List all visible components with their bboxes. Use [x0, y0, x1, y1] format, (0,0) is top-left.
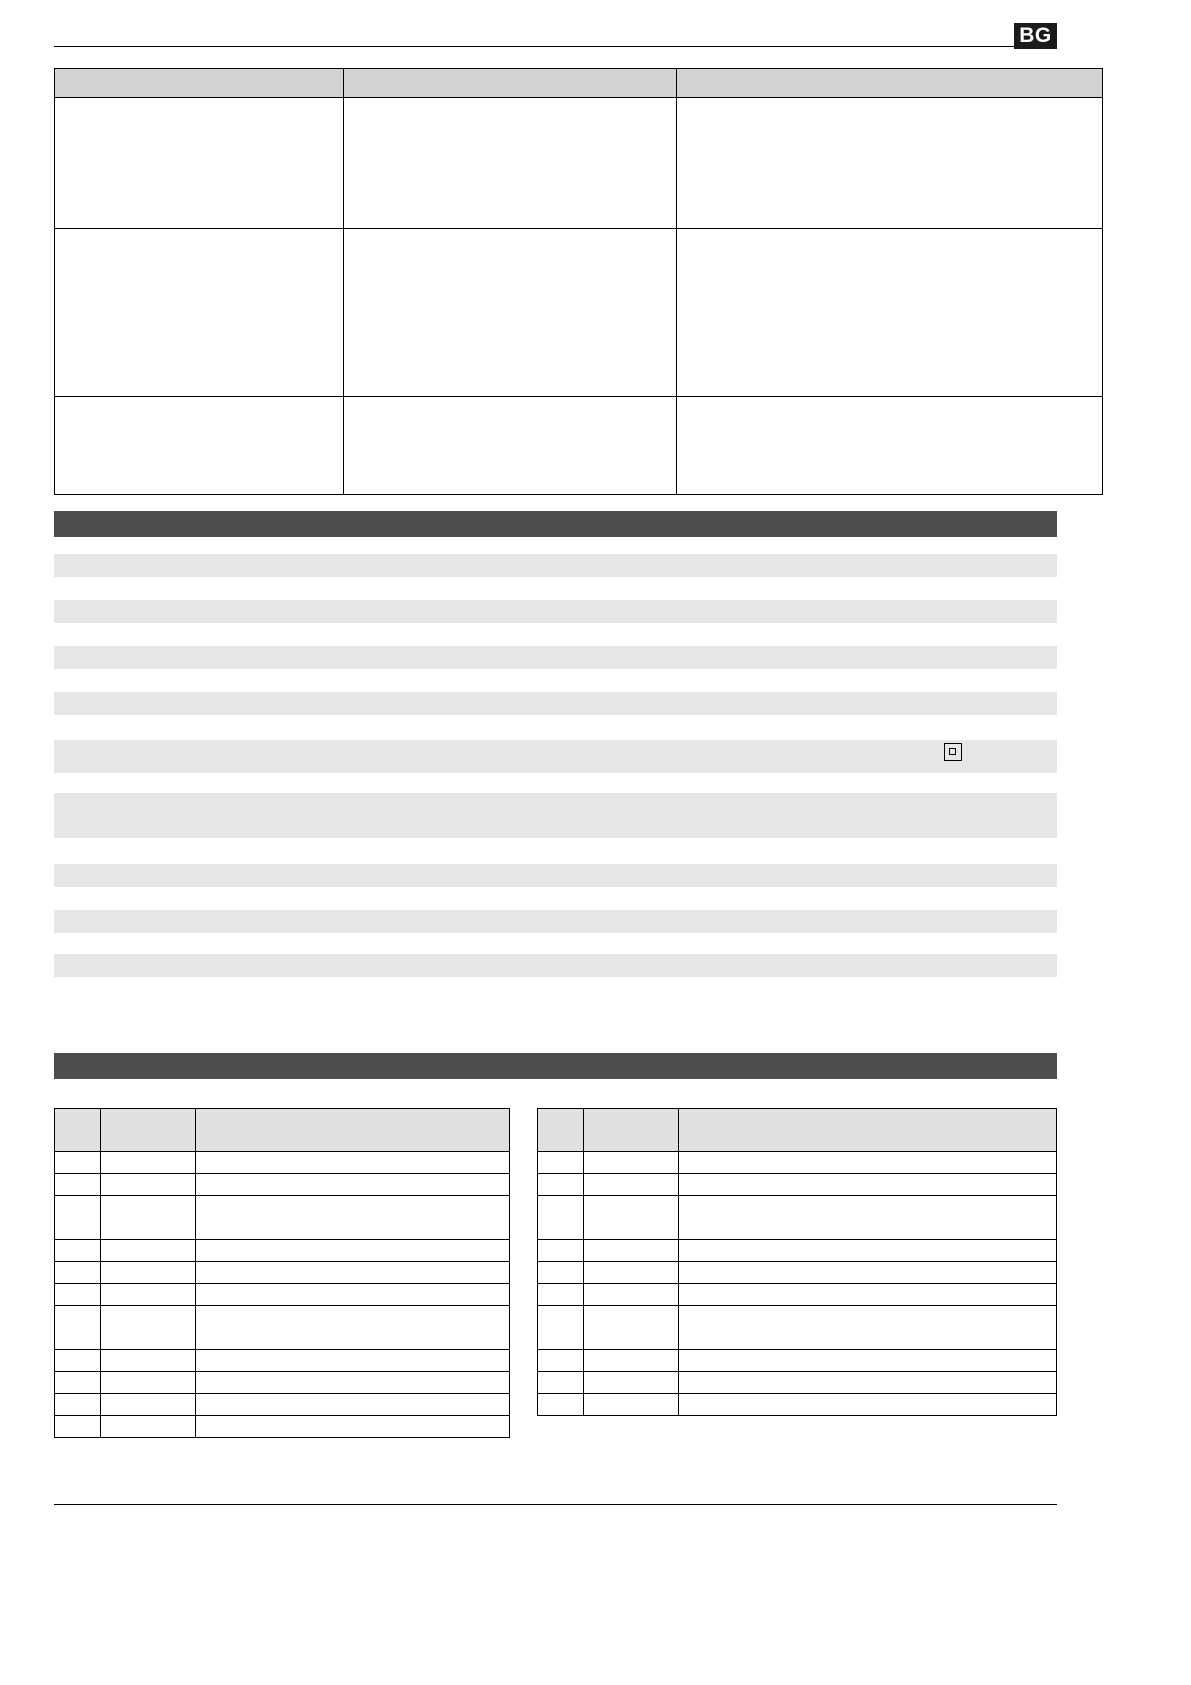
cell-no: [55, 1306, 101, 1350]
table-row: [55, 1306, 510, 1350]
cell-ref: [583, 1284, 678, 1306]
table-header-row: [55, 1109, 510, 1152]
cell-description: [678, 1284, 1056, 1306]
cell-description: [678, 1394, 1056, 1416]
spec-row: [54, 646, 1057, 669]
parts-section-heading: [54, 1053, 1057, 1079]
cell-no: [55, 1394, 101, 1416]
cell-solution: [677, 98, 1103, 229]
table-row: [55, 229, 1103, 397]
cell-description: [678, 1262, 1056, 1284]
cell-description: [195, 1372, 509, 1394]
table-header-row: [538, 1109, 1057, 1152]
cell-no: [55, 1262, 101, 1284]
cell-no: [538, 1174, 584, 1196]
table-row: [538, 1284, 1057, 1306]
parts-table-right: [537, 1108, 1057, 1416]
table-row: [55, 397, 1103, 495]
cell-no: [538, 1372, 584, 1394]
cell-description: [195, 1284, 509, 1306]
cell-no: [55, 1174, 101, 1196]
cell-no: [55, 1196, 101, 1240]
cell-no: [55, 1416, 101, 1438]
table-row: [55, 98, 1103, 229]
parts-table-left: [54, 1108, 510, 1438]
table-row: [538, 1196, 1057, 1240]
footer-divider: [54, 1504, 1057, 1505]
spec-row: [54, 954, 1057, 977]
column-header-solution: [677, 69, 1103, 98]
cell-no: [538, 1196, 584, 1240]
cell-ref: [583, 1262, 678, 1284]
spec-row: [54, 554, 1057, 577]
table-row: [55, 1174, 510, 1196]
column-header-no: [55, 1109, 101, 1152]
table-row: [55, 1262, 510, 1284]
spec-row: [54, 600, 1057, 623]
cell-description: [195, 1152, 509, 1174]
cell-problem: [55, 229, 344, 397]
cell-description: [195, 1350, 509, 1372]
spec-row: [54, 910, 1057, 933]
cell-description: [678, 1196, 1056, 1240]
table-row: [55, 1196, 510, 1240]
cell-no: [538, 1350, 584, 1372]
cell-no: [538, 1306, 584, 1350]
cell-no: [538, 1240, 584, 1262]
cell-no: [55, 1350, 101, 1372]
column-header-description: [195, 1109, 509, 1152]
cell-ref: [583, 1394, 678, 1416]
table-row: [538, 1262, 1057, 1284]
table-row: [538, 1394, 1057, 1416]
cell-description: [678, 1372, 1056, 1394]
table-row: [538, 1306, 1057, 1350]
table-row: [538, 1350, 1057, 1372]
column-header-description: [678, 1109, 1056, 1152]
table-row: [538, 1152, 1057, 1174]
cell-ref: [100, 1196, 195, 1240]
table-header-row: [55, 69, 1103, 98]
table-row: [55, 1416, 510, 1438]
spec-row: [54, 692, 1057, 715]
language-badge: BG: [1014, 23, 1057, 49]
cell-ref: [583, 1196, 678, 1240]
table-row: [538, 1174, 1057, 1196]
cell-no: [55, 1284, 101, 1306]
cell-description: [678, 1240, 1056, 1262]
cell-cause: [344, 397, 677, 495]
troubleshooting-table: [54, 68, 1103, 495]
cell-ref: [583, 1372, 678, 1394]
column-header-problem: [55, 69, 344, 98]
cell-ref: [583, 1350, 678, 1372]
spec-row: [54, 864, 1057, 887]
cell-ref: [583, 1174, 678, 1196]
parts-section-title: [54, 1058, 62, 1073]
cell-solution: [677, 229, 1103, 397]
cell-description: [195, 1262, 509, 1284]
cell-solution: [677, 397, 1103, 495]
cell-description: [195, 1174, 509, 1196]
cell-no: [55, 1240, 101, 1262]
cell-description: [195, 1394, 509, 1416]
cell-description: [678, 1306, 1056, 1350]
column-header-ref: [100, 1109, 195, 1152]
cell-description: [195, 1240, 509, 1262]
cell-ref: [100, 1416, 195, 1438]
cell-no: [55, 1152, 101, 1174]
cell-ref: [583, 1306, 678, 1350]
table-row: [538, 1372, 1057, 1394]
cell-ref: [100, 1394, 195, 1416]
column-header-ref: [583, 1109, 678, 1152]
cell-ref: [100, 1284, 195, 1306]
specifications-section-heading: [54, 511, 1057, 537]
specifications-section-title: [54, 516, 62, 531]
header-divider: [54, 46, 1057, 47]
table-row: [55, 1394, 510, 1416]
cell-description: [678, 1174, 1056, 1196]
cell-ref: [100, 1262, 195, 1284]
table-row: [55, 1240, 510, 1262]
cell-description: [195, 1196, 509, 1240]
table-row: [55, 1350, 510, 1372]
cell-cause: [344, 98, 677, 229]
cell-ref: [100, 1350, 195, 1372]
cell-problem: [55, 397, 344, 495]
table-row: [55, 1372, 510, 1394]
protection-class-ii-icon: [944, 743, 962, 761]
cell-cause: [344, 229, 677, 397]
cell-description: [678, 1152, 1056, 1174]
cell-no: [538, 1262, 584, 1284]
column-header-no: [538, 1109, 584, 1152]
cell-no: [538, 1152, 584, 1174]
cell-ref: [100, 1372, 195, 1394]
cell-no: [55, 1372, 101, 1394]
cell-ref: [100, 1240, 195, 1262]
spec-row-protection-class: [54, 740, 1057, 773]
spec-row: [54, 793, 1057, 838]
cell-ref: [583, 1240, 678, 1262]
cell-ref: [100, 1306, 195, 1350]
cell-ref: [583, 1152, 678, 1174]
cell-ref: [100, 1174, 195, 1196]
cell-ref: [100, 1152, 195, 1174]
table-row: [55, 1284, 510, 1306]
cell-description: [195, 1416, 509, 1438]
column-header-cause: [344, 69, 677, 98]
cell-no: [538, 1394, 584, 1416]
cell-no: [538, 1284, 584, 1306]
table-row: [538, 1240, 1057, 1262]
cell-description: [195, 1306, 509, 1350]
cell-problem: [55, 98, 344, 229]
cell-description: [678, 1350, 1056, 1372]
table-row: [55, 1152, 510, 1174]
